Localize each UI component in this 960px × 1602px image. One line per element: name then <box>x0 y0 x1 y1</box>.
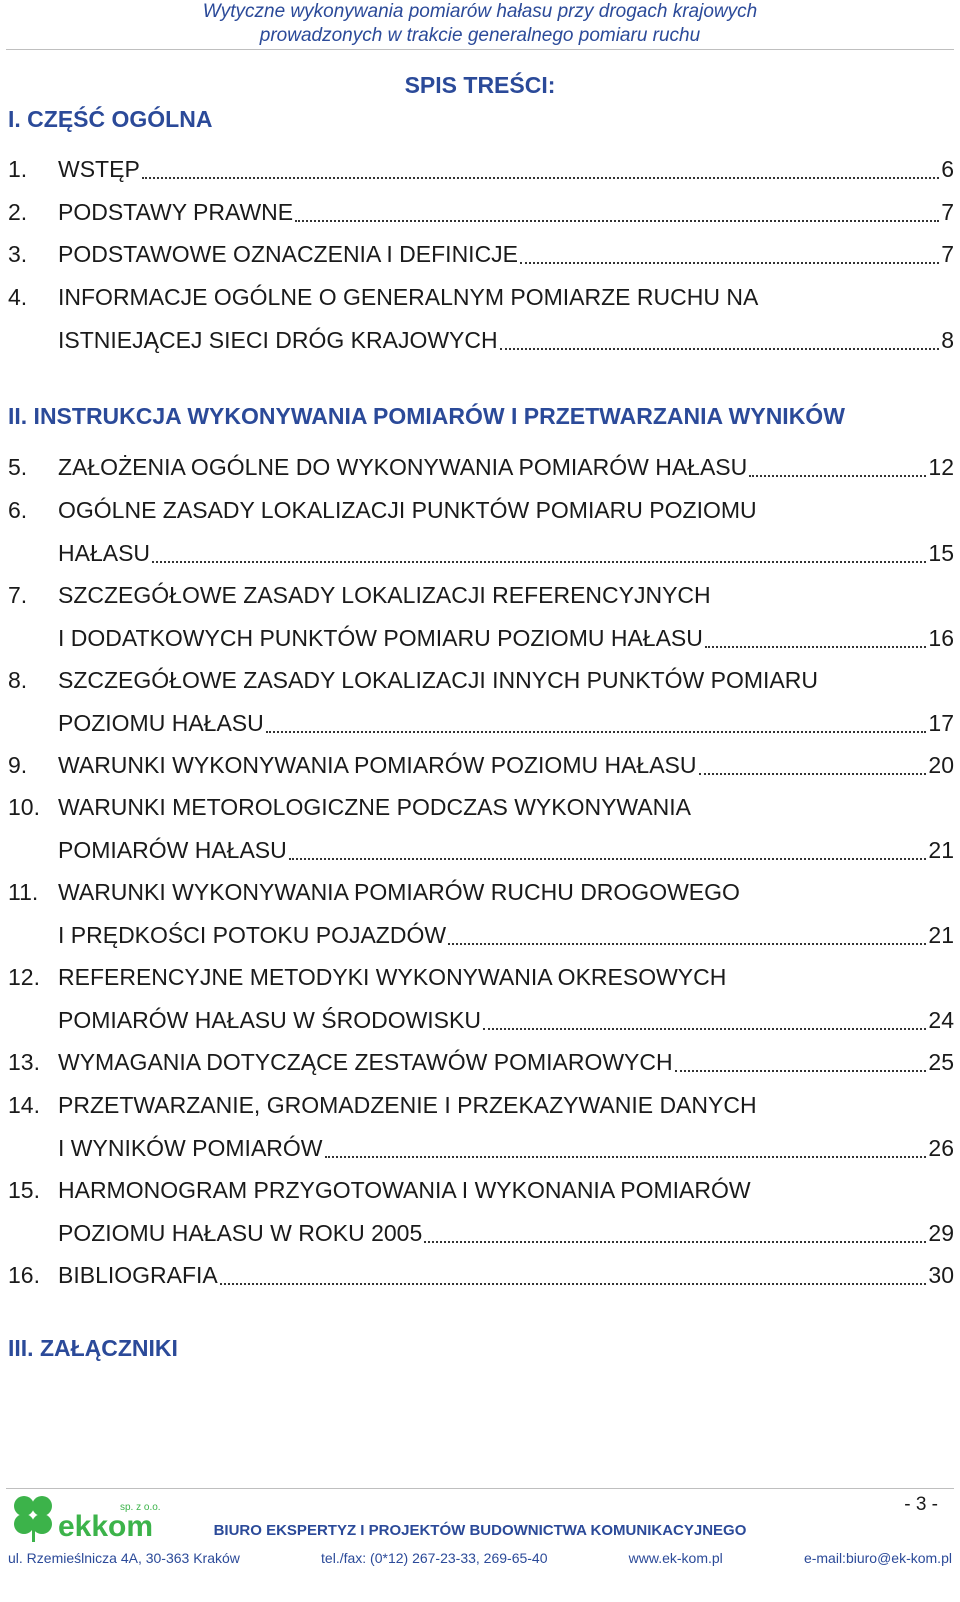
toc-entry-number: 6. <box>8 496 28 523</box>
header-line-2: prowadzonych w trakcie generalnego pomiaru ruchu <box>259 25 701 46</box>
toc-page-number: 21 <box>928 922 954 948</box>
toc-entry-number: 8. <box>8 666 28 693</box>
toc-entry-title: WARUNKI WYKONYWANIA POMIARÓW POZIOMU HAŁASU <box>58 751 697 778</box>
toc-entry[interactable] <box>8 446 954 489</box>
toc-entry-number: 12. <box>8 964 40 990</box>
contact-line <box>8 1550 952 1566</box>
dot-leader <box>266 730 927 733</box>
dot-leader <box>500 347 940 350</box>
running-header <box>0 0 960 50</box>
email-link[interactable]: e-mail:biuro@ek-kom.pl <box>803 1550 952 1566</box>
logo-text: ekkom <box>58 1510 154 1543</box>
toc-entry-title: I DODATKOWYCH PUNKTÓW POMIARU POZIOMU HAŁASU <box>58 624 703 651</box>
toc-entry-title: PODSTAWOWE OZNACZENIA I DEFINICJE <box>58 241 519 267</box>
toc-entry-title: ISTNIEJĄCEJ SIECI DRÓG KRAJOWYCH <box>58 326 498 353</box>
toc-page-number: 12 <box>928 454 954 480</box>
footer-divider <box>6 1488 954 1489</box>
toc-entry[interactable] <box>8 1041 954 1084</box>
dot-leader <box>424 1240 926 1243</box>
phone: tel./fax: (0*12) 267-23-33, 269-65-40 <box>321 1550 548 1566</box>
toc-entry-title: POZIOMU HAŁASU <box>58 709 264 736</box>
toc-entry-title: I WYNIKÓW POMIARÓW <box>58 1134 323 1161</box>
toc-entry-number: 16. <box>8 1261 40 1288</box>
toc-page-number: 6 <box>941 156 954 182</box>
toc-entry-title: POMIARÓW HAŁASU W ŚRODOWISKU <box>58 1007 481 1033</box>
dot-leader <box>220 1282 927 1285</box>
toc-page-number: 7 <box>941 241 954 267</box>
toc-entry-title: SZCZEGÓŁOWE ZASADY LOKALIZACJI INNYCH PUNKTÓW POMIARU <box>58 666 818 693</box>
toc-entry-title: SZCZEGÓŁOWE ZASADY LOKALIZACJI REFERENCYJNYCH <box>58 581 711 608</box>
bureau-name: BIURO EKSPERTYZ I PROJEKTÓW BUDOWNICTWA KOMUNIKACYJNEGO <box>213 1522 747 1539</box>
toc-page-number: 8 <box>941 326 954 353</box>
toc-entry-number: 3. <box>8 241 28 267</box>
toc-title: SPIS TREŚCI: <box>404 72 556 98</box>
toc-page-number: 25 <box>928 1049 954 1075</box>
dot-leader <box>289 857 927 860</box>
dot-leader <box>152 560 926 563</box>
toc-entry-number: 11. <box>8 879 39 905</box>
toc-entry-number: 14. <box>8 1091 40 1118</box>
toc-entry-number: 4. <box>8 283 28 310</box>
toc-entry[interactable] <box>8 871 954 957</box>
toc-entry[interactable] <box>8 276 954 362</box>
toc-entry-title: WSTĘP <box>58 156 140 182</box>
toc-entry-title: POZIOMU HAŁASU W ROKU 2005 <box>58 1219 423 1246</box>
toc-entry[interactable] <box>8 786 954 872</box>
toc-entry[interactable] <box>8 574 954 660</box>
dot-leader <box>675 1069 927 1072</box>
toc-entry-title: WYMAGANIA DOTYCZĄCE ZESTAWÓW POMIAROWYCH <box>58 1049 673 1075</box>
toc-entry-number: 10. <box>8 794 40 820</box>
website-link[interactable]: www.ek-kom.pl <box>628 1550 723 1566</box>
dot-leader <box>142 176 939 179</box>
toc-entry[interactable] <box>8 1084 954 1170</box>
toc-entry-number: 7. <box>8 581 28 608</box>
toc-entry-number: 13. <box>8 1049 40 1075</box>
section-heading: III. ZAŁĄCZNIKI <box>8 1335 178 1361</box>
toc-entry-number: 2. <box>8 198 28 225</box>
section-heading: I. CZĘŚĆ OGÓLNA <box>8 106 213 132</box>
dot-leader <box>749 474 926 477</box>
toc-entry-title: PODSTAWY PRAWNE <box>58 198 294 225</box>
toc-entry[interactable] <box>8 956 954 1042</box>
header-divider <box>6 49 954 50</box>
toc-page-number: 24 <box>928 1007 954 1033</box>
toc-entry[interactable] <box>8 1169 954 1255</box>
toc-entry[interactable] <box>8 1254 954 1297</box>
toc-entry-title: WARUNKI METOROLOGICZNE PODCZAS WYKONYWANIA <box>58 794 691 820</box>
toc-entry-title: REFERENCYJNE METODYKI WYKONYWANIA OKRESOWYCH <box>58 964 727 990</box>
toc-entry-title: PRZETWARZANIE, GROMADZENIE I PRZEKAZYWANIE DANYCH <box>58 1091 757 1118</box>
toc-entry-title: OGÓLNE ZASADY LOKALIZACJI PUNKTÓW POMIARU POZIOMU <box>58 496 757 523</box>
toc-page-number: 26 <box>928 1134 954 1161</box>
toc-page-number: 30 <box>928 1261 954 1288</box>
toc-entry[interactable] <box>8 489 954 575</box>
toc-page-number: 17 <box>928 709 954 736</box>
toc-entry[interactable] <box>8 744 954 787</box>
dot-leader <box>325 1155 927 1158</box>
toc-entry-number: 5. <box>8 454 28 480</box>
toc-page-number: 7 <box>941 198 954 225</box>
logo-subtext: sp. z o.o. <box>120 1502 161 1513</box>
dot-leader <box>699 772 927 775</box>
toc-entry-number: 1. <box>8 156 28 182</box>
toc-page-number: 21 <box>928 837 954 863</box>
toc-entry-title: I PRĘDKOŚCI POTOKU POJAZDÓW <box>58 922 447 948</box>
address: ul. Rzemieślnicza 4A, 30-363 Kraków <box>8 1550 240 1566</box>
page-number: - 3 - <box>904 1494 938 1515</box>
header-line-1: Wytyczne wykonywania pomiarów hałasu przy drogach krajowych <box>202 1 758 22</box>
toc-entry-title: HAŁASU <box>58 539 151 566</box>
dot-leader <box>483 1027 926 1030</box>
toc-entry-title: INFORMACJE OGÓLNE O GENERALNYM POMIARZE RUCHU NA <box>58 283 759 310</box>
toc-entry-number: 9. <box>8 751 28 778</box>
toc-entry-title: WARUNKI WYKONYWANIA POMIARÓW RUCHU DROGOWEGO <box>58 879 740 905</box>
toc-page-number: 29 <box>928 1219 954 1246</box>
toc-entry[interactable] <box>8 233 954 276</box>
dot-leader <box>705 645 927 648</box>
toc-entry-title: HARMONOGRAM PRZYGOTOWANIA I WYKONANIA POMIARÓW <box>58 1176 751 1203</box>
toc-entry-title: POMIARÓW HAŁASU <box>58 837 287 863</box>
section-heading: II. INSTRUKCJA WYKONYWANIA POMIARÓW I PRZETWARZANIA WYNIKÓW <box>8 403 845 429</box>
toc-entry-title: BIBLIOGRAFIA <box>58 1261 218 1288</box>
dot-leader <box>520 261 939 264</box>
dot-leader <box>448 942 926 945</box>
toc-entry-title: ZAŁOŻENIA OGÓLNE DO WYKONYWANIA POMIARÓW HAŁASU <box>58 454 748 480</box>
toc-entry-number: 15. <box>8 1176 40 1203</box>
toc-page-number: 15 <box>928 539 954 566</box>
toc-entry[interactable] <box>8 659 954 745</box>
toc-entry[interactable] <box>8 148 954 191</box>
toc-page-number: 16 <box>928 624 954 651</box>
toc-page-number: 20 <box>928 751 954 778</box>
dot-leader <box>295 219 939 222</box>
toc-entry[interactable] <box>8 191 954 234</box>
